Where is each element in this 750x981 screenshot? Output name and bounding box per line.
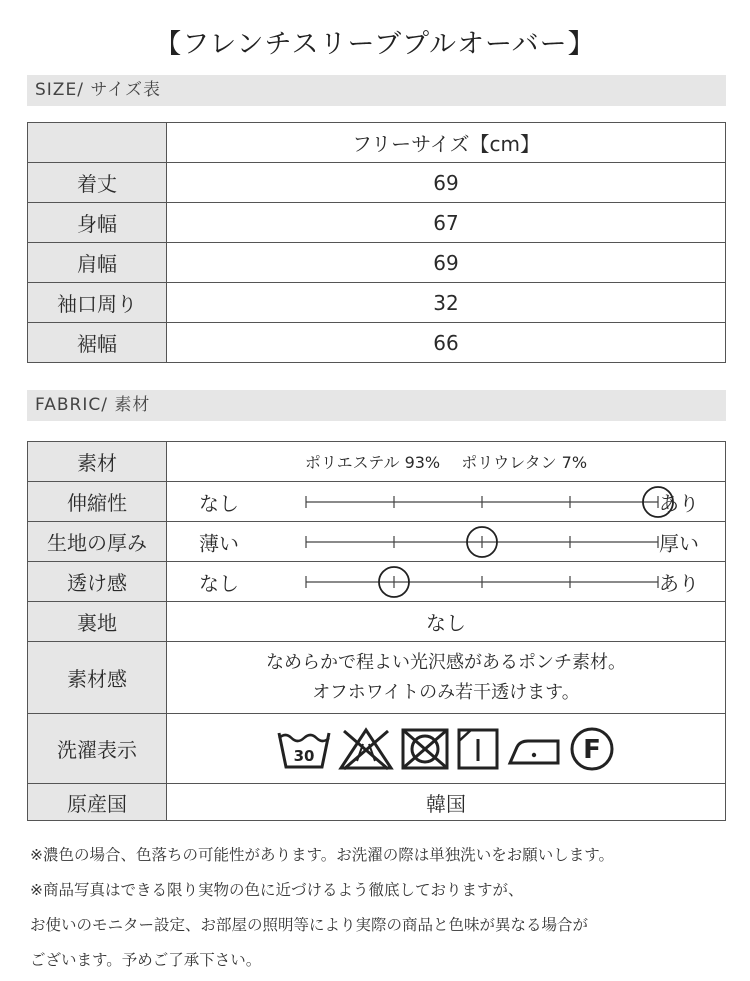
thickness-right-label: 厚い (659, 531, 699, 555)
sheerness-row (28, 562, 726, 602)
size-section-heading: SIZE/ サイズ表 (27, 75, 726, 106)
care-icons-cell (167, 714, 726, 784)
stretch-scale-graphic (272, 482, 692, 522)
dry-clean-letter: F (583, 734, 601, 765)
thickness-left-label: 薄い (199, 531, 239, 555)
table-row (28, 163, 726, 203)
lining-row (28, 602, 726, 642)
sheerness-label: 透け感 (28, 562, 167, 602)
size-column-header: フリーサイズ【cm】 (167, 123, 726, 163)
stretch-label: 伸縮性 (28, 482, 167, 522)
wash-temp: 30 (293, 746, 315, 765)
stretch-scale (167, 482, 726, 522)
texture-label: 素材感 (28, 642, 167, 714)
note-line-2: ※商品写真はできる限り実物の色に近づけるよう徹底しておりますが、 (30, 881, 524, 899)
dry-clean-f-icon (568, 725, 616, 773)
stretch-row (28, 482, 726, 522)
sheerness-scale-graphic (272, 562, 692, 602)
size-value: 69 (167, 243, 726, 283)
care-icons (167, 725, 725, 773)
care-label: 洗濯表示 (28, 714, 167, 784)
fabric-table (27, 441, 726, 821)
material-part-polyester: ポリエステル 93% (304, 453, 441, 472)
size-label: 袖口周り (28, 283, 167, 323)
texture-description (167, 642, 726, 714)
table-row (28, 323, 726, 363)
material-part-polyurethane: ポリウレタン 7% (461, 453, 588, 472)
stretch-left-label: なし (199, 491, 239, 515)
origin-row (28, 784, 726, 821)
texture-line-1: なめらかで程よい光沢感があるポンチ素材。 (266, 651, 626, 673)
note-line-3: お使いのモニター設定、お部屋の照明等により実際の商品と色味が異なる場合が (30, 916, 589, 934)
material-label: 素材 (28, 442, 167, 482)
texture-line-2: オフホワイトのみ若干透けます。 (312, 681, 580, 703)
size-label: 身幅 (28, 203, 167, 243)
thickness-row (28, 522, 726, 562)
thickness-scale (167, 522, 726, 562)
page-title: 【フレンチスリーブプルオーバー】 (154, 29, 596, 60)
lining-label: 裏地 (28, 602, 167, 642)
size-header-empty (28, 123, 167, 163)
material-composition (167, 442, 726, 482)
line-dry-icon (456, 727, 500, 771)
note-line-4: ございます。予めご了承下さい。 (30, 951, 262, 969)
origin-label: 原産国 (28, 784, 167, 821)
size-value: 66 (167, 323, 726, 363)
size-table (27, 122, 726, 363)
table-row (28, 203, 726, 243)
thickness-scale-graphic (272, 522, 692, 562)
table-row (28, 283, 726, 323)
fabric-section-heading: FABRIC/ 素材 (27, 390, 726, 421)
size-header-row (28, 123, 726, 163)
size-label: 肩幅 (28, 243, 167, 283)
sheerness-left-label: なし (199, 571, 239, 595)
no-tumble-dry-icon (400, 727, 450, 771)
thickness-label: 生地の厚み (28, 522, 167, 562)
sheerness-right-label: あり (659, 571, 699, 595)
size-label: 着丈 (28, 163, 167, 203)
care-row (28, 714, 726, 784)
iron-low-icon (506, 727, 562, 771)
size-value: 69 (167, 163, 726, 203)
size-label: 裾幅 (28, 323, 167, 363)
origin-value: 韓国 (167, 784, 726, 821)
lining-value: なし (167, 602, 726, 642)
stretch-right-label: あり (659, 491, 699, 515)
note-line-1: ※濃色の場合、色落ちの可能性があります。お洗濯の際は単独洗いをお願いします。 (30, 846, 615, 864)
material-row (28, 442, 726, 482)
texture-row (28, 642, 726, 714)
wash-30-icon (276, 727, 332, 771)
size-value: 32 (167, 283, 726, 323)
sheerness-scale (167, 562, 726, 602)
size-value: 67 (167, 203, 726, 243)
notes (30, 838, 730, 978)
table-row (28, 243, 726, 283)
no-bleach-icon (338, 727, 394, 771)
